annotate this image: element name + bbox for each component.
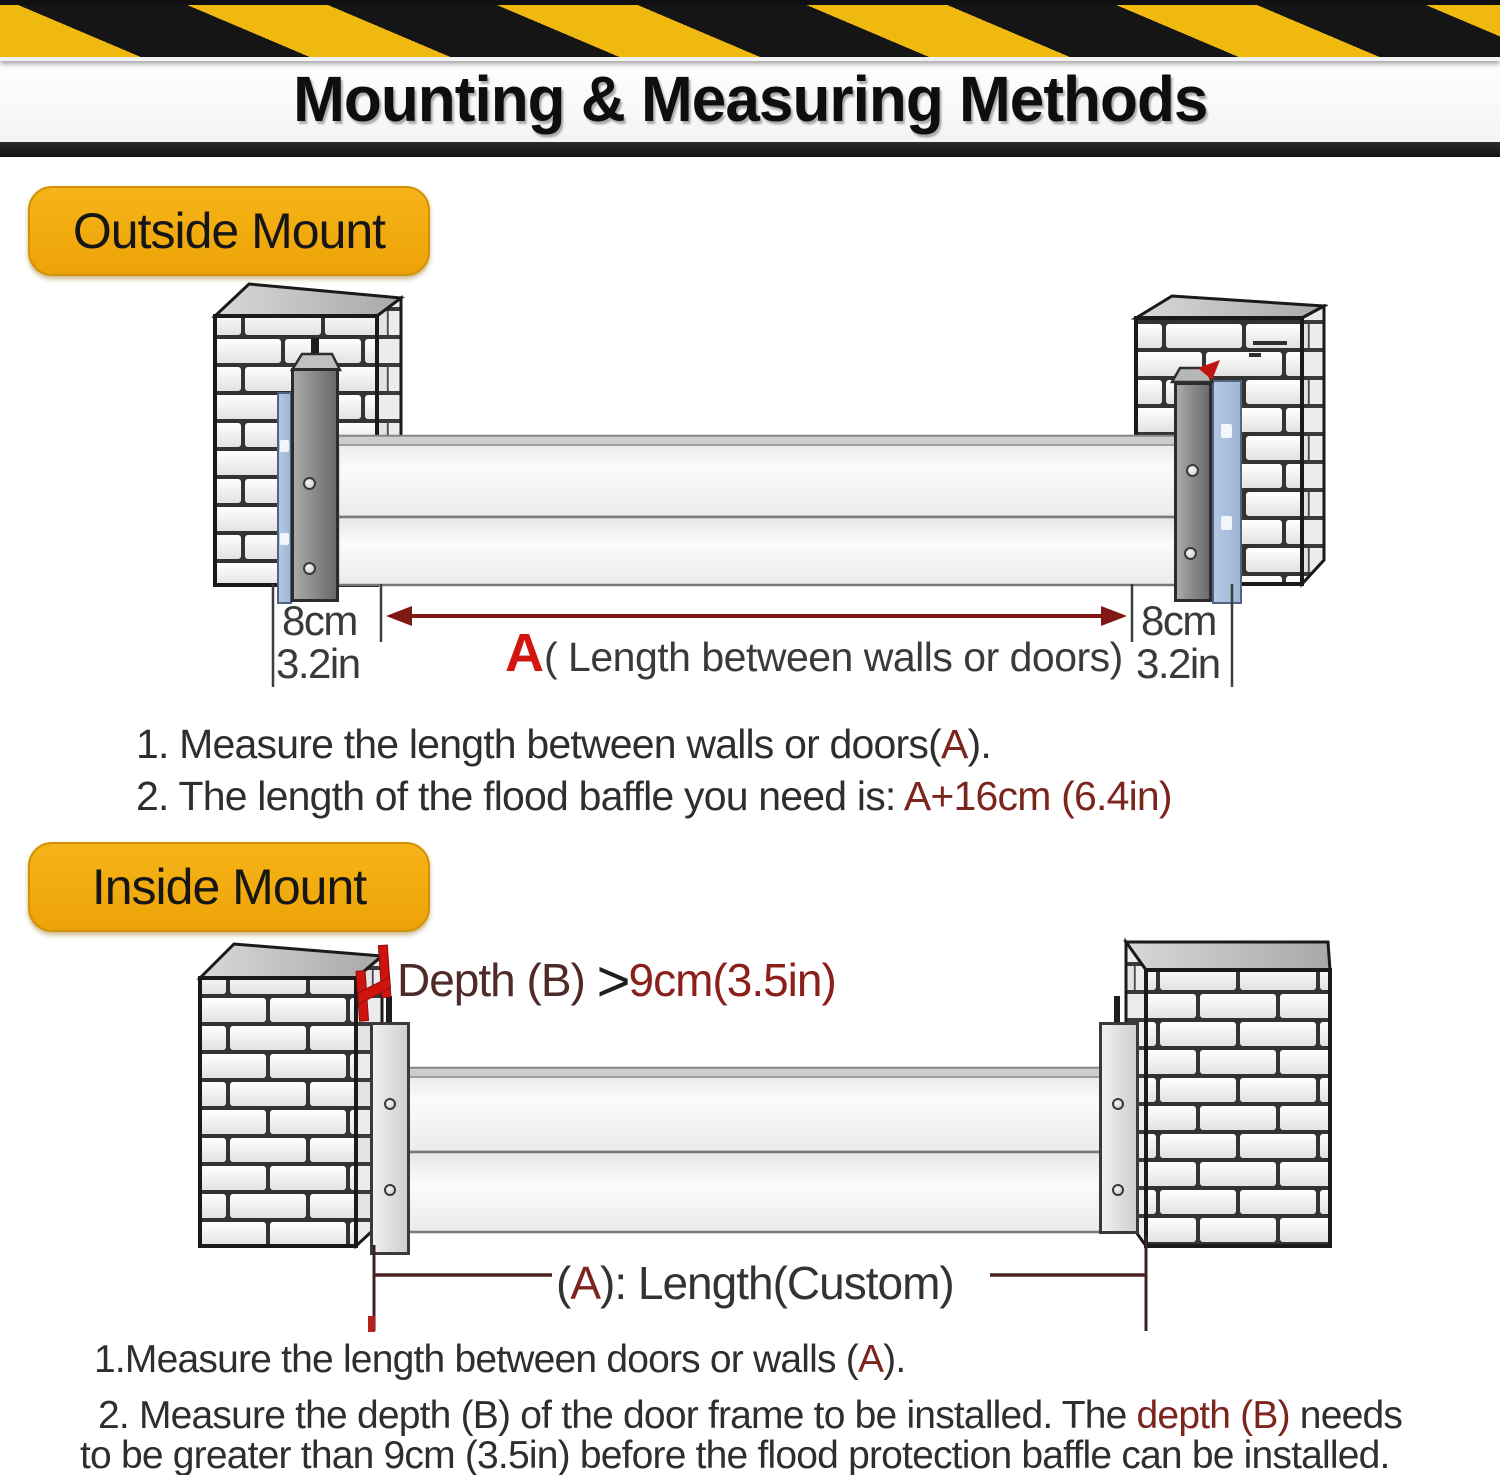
pillar-front-face bbox=[1146, 970, 1330, 1246]
inside-mount-label: Inside Mount bbox=[91, 859, 367, 915]
rubber-seal-strip-left bbox=[277, 392, 292, 604]
span-length-label bbox=[505, 622, 1123, 684]
custom-length-label: (A): Length(Custom) bbox=[556, 1257, 954, 1309]
mounting-channel-inside-left bbox=[370, 1022, 410, 1255]
page-title: Mounting & Measuring Methods bbox=[292, 63, 1208, 135]
span-letter: A bbox=[505, 623, 544, 683]
pillar-front-face bbox=[200, 978, 356, 1246]
mounting-channel-inside-right bbox=[1099, 1022, 1139, 1234]
flood-barrier-inside bbox=[406, 1066, 1106, 1234]
tick-end-mark bbox=[368, 1316, 375, 1332]
barrier-top-rim bbox=[338, 436, 1176, 445]
screw-hole bbox=[1186, 464, 1199, 477]
barrier-board-top bbox=[338, 436, 1176, 517]
caution-tape-stripe bbox=[0, 0, 1500, 61]
screw-hole bbox=[384, 1098, 396, 1110]
flood-barrier-outside bbox=[337, 434, 1177, 587]
screw-hole bbox=[384, 1184, 396, 1196]
seal-highlight bbox=[1221, 516, 1232, 530]
position-mark bbox=[1253, 341, 1287, 345]
depth-marker-icon bbox=[352, 942, 398, 1026]
pillar-side-face bbox=[1302, 306, 1324, 584]
rubber-seal-strip-right bbox=[1212, 380, 1242, 604]
barrier-board-top bbox=[407, 1068, 1105, 1152]
screw-hole bbox=[303, 562, 316, 575]
screw-hole bbox=[1184, 547, 1197, 560]
offset-label-left-cm: 8cm bbox=[282, 597, 357, 644]
outside-mount-badge bbox=[28, 186, 430, 276]
insert-arrow-icon bbox=[1196, 358, 1222, 382]
pillar-cap bbox=[1136, 296, 1324, 318]
banner-underline-bar bbox=[0, 142, 1500, 157]
pillar-cap bbox=[1126, 942, 1330, 970]
screw-hole bbox=[1112, 1184, 1124, 1196]
title-banner bbox=[0, 56, 1500, 142]
seal-highlight bbox=[1221, 424, 1232, 438]
pillar-cap bbox=[215, 284, 401, 316]
inside-instruction-1: 1.Measure the length between doors or walls (A). bbox=[94, 1338, 906, 1381]
offset-label-right-in: 3.2in bbox=[1136, 640, 1220, 687]
span-text: ( Length between walls or doors) bbox=[544, 634, 1123, 680]
screw-hole bbox=[1112, 1098, 1124, 1110]
barrier-board-bottom bbox=[407, 1152, 1105, 1232]
seal-highlight bbox=[280, 533, 289, 545]
inside-instruction-2-line1: 2. Measure the depth (B) of the door frame to be installed. The depth (B) needs bbox=[98, 1394, 1403, 1437]
brick-pillar-inside-right bbox=[1118, 936, 1334, 1252]
seal-highlight bbox=[280, 440, 289, 452]
outside-instruction-1: 1. Measure the length between walls or doors(A). bbox=[136, 721, 991, 767]
inside-mount-badge bbox=[28, 842, 430, 932]
barrier-board-bottom bbox=[338, 517, 1176, 585]
outside-mount-label: Outside Mount bbox=[72, 203, 386, 259]
mounting-channel-outside-right bbox=[1174, 382, 1212, 602]
depth-requirement-label: Depth (B) >9cm(3.5in) bbox=[397, 949, 836, 1014]
position-mark bbox=[1249, 353, 1261, 357]
outside-instruction-2: 2. The length of the flood baffle you need is: A+16cm (6.4in) bbox=[136, 773, 1172, 819]
barrier-top-rim bbox=[407, 1068, 1105, 1077]
arrowhead-left bbox=[386, 606, 412, 626]
offset-label-right-cm: 8cm bbox=[1141, 597, 1216, 644]
screw-hole bbox=[303, 477, 316, 490]
inside-instruction-2-line2: to be greater than 9cm (3.5in) before the flood protection baffle can be installed. bbox=[80, 1434, 1390, 1475]
offset-label-left-in: 3.2in bbox=[276, 640, 360, 687]
